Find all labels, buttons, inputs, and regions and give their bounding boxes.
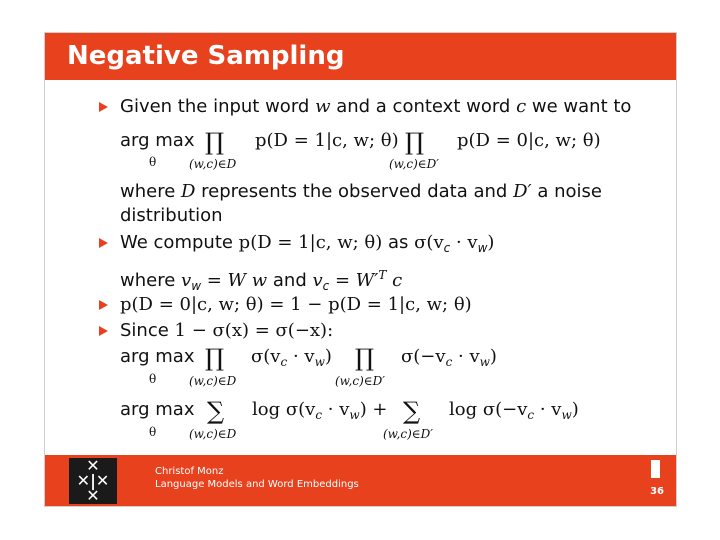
- equation-1-product-2-sub: (w,c)∈D′: [389, 157, 439, 171]
- equation-2-product-2-sub: (w,c)∈D′: [335, 374, 385, 388]
- equation-1-theta: θ: [149, 155, 157, 169]
- equation-2-product-1-sub: (w,c)∈D: [189, 374, 237, 388]
- bullet-icon: [99, 326, 108, 336]
- bullet-2: We compute p(D = 1|c, w; θ) as $\sigma(v_c \cdot v_w)$: [120, 232, 495, 255]
- bullet-icon: [99, 102, 108, 112]
- university-logo-icon: ✕ ✕|✕ ✕: [69, 458, 117, 504]
- equation-1-product-1-sub: (w,c)∈D: [189, 157, 237, 171]
- title-bar: [45, 33, 676, 80]
- footer-author: Christof Monz: [155, 466, 224, 477]
- equation-2-term-2: $\sigma(-v_c \cdot v_w)$: [401, 346, 497, 369]
- where-noise: where D represents the observed data and D′ a noise: [120, 181, 602, 202]
- equation-2-argmax: arg max: [120, 346, 195, 367]
- equation-3-term-2: $\log \sigma(-v_c \cdot v_w)$: [449, 399, 579, 422]
- footer: [45, 455, 676, 506]
- equation-2-product-2: ∏: [355, 344, 375, 372]
- equation-3-argmax: arg max: [120, 399, 195, 420]
- page-number: 36: [650, 486, 664, 497]
- equation-1-argmax: arg max: [120, 130, 195, 151]
- equation-3-term-1: $\log \sigma(v_c \cdot v_w)$ +: [252, 399, 388, 422]
- equation-3-theta: θ: [149, 425, 157, 439]
- bookmark-icon: [651, 460, 660, 478]
- equation-3-sum-1-sub: (w,c)∈D: [189, 427, 237, 441]
- equation-1-product-1: ∏: [205, 128, 225, 156]
- equation-2-theta: θ: [149, 372, 157, 386]
- equation-1-term-2: p(D = 0|c, w; θ): [457, 130, 601, 151]
- equation-1-product-2: ∏: [405, 128, 425, 156]
- slide: [44, 32, 677, 507]
- bullet-3: p(D = 0|c, w; θ) = 1 − p(D = 1|c, w; θ): [120, 294, 472, 315]
- equation-3-sum-2: ∑: [403, 397, 421, 425]
- equation-3-sum-2-sub: (w,c)∈D′: [383, 427, 433, 441]
- equation-2-product-1: ∏: [205, 344, 225, 372]
- equation-3-sum-1: ∑: [207, 397, 225, 425]
- where-noise-line-2: distribution: [120, 205, 223, 226]
- equation-2-term-1: $\sigma(v_c \cdot v_w)$: [251, 346, 332, 369]
- bullet-icon: [99, 238, 108, 248]
- bullet-4: Since 1 − σ(x) = σ(−x):: [120, 320, 334, 341]
- equation-1-term-1: p(D = 1|c, w; θ): [255, 130, 399, 151]
- slide-title: Negative Sampling: [67, 41, 345, 71]
- bullet-1: Given the input word w and a context word c we want to: [120, 96, 632, 117]
- footer-course: Language Models and Word Embeddings: [155, 479, 359, 490]
- where-vectors: where $v_w = W$ w and $v_c = W'^T$ c: [120, 268, 403, 293]
- bullet-icon: [99, 300, 108, 310]
